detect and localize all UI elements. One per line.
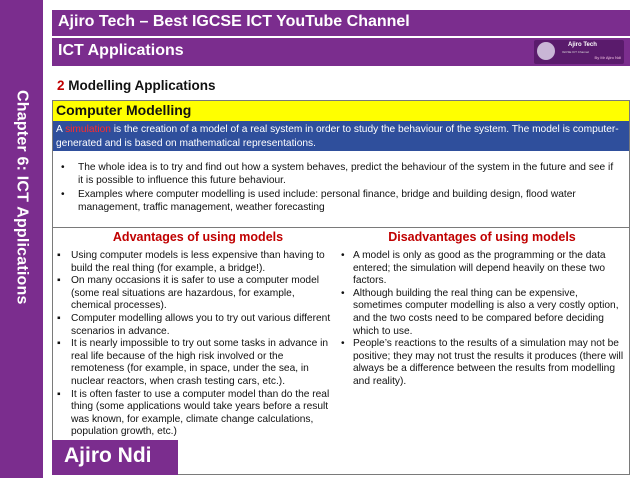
author-name: Ajiro Ndi (52, 440, 178, 475)
advantages-heading: Advantages of using models (112, 230, 284, 244)
list-item: • People’s reactions to the results of a simulation may not be positive; they may not trust the results it produces (there will always be a difference between the results from modelling and reality). (335, 338, 629, 388)
disadvantages-list (335, 250, 629, 389)
disadvantages-column (335, 230, 629, 389)
definition-prefix: A (56, 124, 63, 135)
disadvantages-heading: Disadvantages of using models (388, 230, 576, 244)
advantages-list (53, 250, 335, 439)
badge-subtitle: IGCSE ICT Channel (562, 50, 589, 54)
page-subtitle (52, 38, 630, 66)
channel-logo-icon (537, 42, 555, 60)
list-item: ▪ On many occasions it is safer to use a computer model (some real situations are hazardous, for example, chemical processes). (57, 275, 335, 313)
section-title: Modelling Applications (68, 78, 216, 93)
list-item: • The whole idea is to try and find out how a system behaves, predict the behaviour of the system in the future and see if it is possible to influence this future behaviour. (61, 161, 621, 187)
section-number: 2 (57, 78, 65, 93)
chapter-label-container (0, 0, 43, 478)
definition-keyword: simulation (65, 124, 111, 135)
list-item: ▪ Using computer models is less expensive than having to build the real thing (for example, a bridge!). (57, 250, 335, 275)
list-item: • Examples where computer modelling is used include: personal finance, bridge and building design, flood water management, traffic management, weather forecasting (61, 188, 621, 214)
subtitle-text: ICT Applications (58, 42, 184, 59)
list-item: • A model is only as good as the programming or the data entered; the simulation will depend heavily on these two factors. (335, 250, 629, 288)
page-title: Ajiro Tech – Best IGCSE ICT YouTube Channel (52, 10, 630, 36)
section-heading (57, 78, 216, 93)
list-item: ▪ It is nearly impossible to try out some tasks in advance in real life because of the high risk involved or the remoteness (for example, in space, under the sea, in nuclear reactors, when crash testing cars, etc.). (57, 338, 335, 388)
overview-bullets (61, 161, 621, 215)
channel-badge (534, 40, 624, 64)
computer-modelling-heading: Computer Modelling (53, 101, 629, 121)
badge-byline: By Mr Ajiro Ndi (594, 55, 621, 60)
list-item: • Although building the real thing can be expensive, sometimes computer modelling is also a very costly option, and the two costs need to be compared before deciding which to use. (335, 288, 629, 338)
list-item: ▪ Computer modelling allows you to try out various different scenarios in advance. (57, 313, 335, 338)
chapter-label: Chapter 6: ICT Applications (13, 89, 31, 305)
content-box (52, 100, 630, 475)
definition-block (53, 121, 629, 151)
definition-text: is the creation of a model of a real system in order to study the behaviour of the system. The model is computer-generated and is based on mathematical representations. (56, 124, 619, 149)
badge-title: Ajiro Tech (568, 42, 597, 48)
divider (53, 227, 629, 228)
advantages-column (53, 230, 335, 439)
list-item: ▪ It is often faster to use a computer model than do the real thing (some applications would take years before a result was known, for example, climate change calculations, population growth, etc.) (57, 389, 335, 439)
